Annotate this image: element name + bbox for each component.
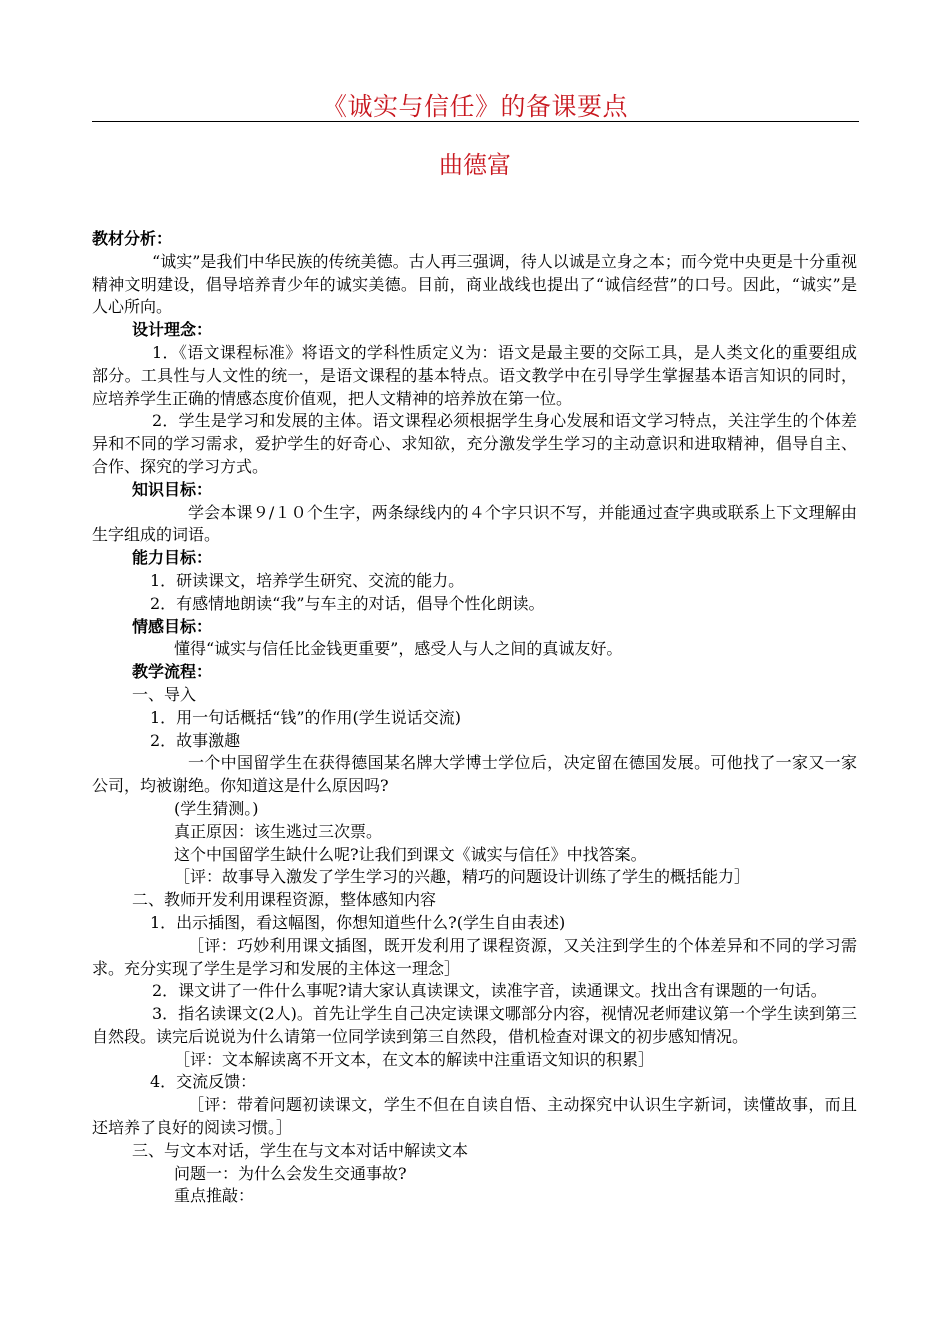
process-step-2-4: 4．交流反馈： xyxy=(150,1072,257,1092)
emotion-paragraph: 懂得“诚实与信任比金钱更重要”，感受人与人之间的真诚友好。 xyxy=(174,639,623,659)
author-name: 曲德富 xyxy=(439,151,511,179)
section-heading-knowledge: 知识目标： xyxy=(132,479,213,499)
design-point-1: 1．《语文课程标准》将语文的学科性质定义为：语文是最主要的交际工具，是人类文化的重要组成部分。工具性与人文性的统一，是语文课程的基本特点。语文教学中在引导学生掌握基本语言知识的同时，应培养学生正确的情感态度价值观，把人文精神的培养放在第一位。 xyxy=(92,342,857,408)
section-heading-process: 教学流程： xyxy=(132,662,213,682)
reason-line: 真正原因：该生逃过三次票。 xyxy=(174,821,383,841)
section-heading-emotion: 情感目标： xyxy=(132,616,213,636)
guess-line: (学生猜测。) xyxy=(174,798,259,818)
comment-2: ［评：巧妙利用课文插图，既开发利用了课程资源，又关注到学生的个体差异和不同的学习需求。充分实现了学生是学习和发展的主体这一理念］ xyxy=(92,935,857,978)
title-underline xyxy=(92,121,859,122)
knowledge-paragraph: 学会本课９/１０个生字，两条绿线内的４个字只识不写，并能通过查字典或联系上下文理解由生字组成的词语。 xyxy=(92,502,857,545)
section-heading-material: 教材分析： xyxy=(92,229,173,248)
story-paragraph: 一个中国留学生在获得德国某名牌大学博士学位后，决定留在德国发展。可他找了一家又一家公司，均被谢绝。你知道这是什么原因吗? xyxy=(92,753,857,796)
comment-1: ［评：故事导入激发了学生学习的兴趣，精巧的问题设计训练了学生的概括能力］ xyxy=(174,867,751,887)
process-step-1-2: 2．故事激趣 xyxy=(150,730,241,750)
process-step-1: 一、导入 xyxy=(132,684,197,704)
design-point-2: 2．学生是学习和发展的主体。语文课程必须根据学生身心发展和语文学习特点，关注学生的个体差异和不同的学习需求，爱护学生的好奇心、求知欲，充分激发学生学习的主动意识和进取精神，倡导自主、合作、探究的学习方式。 xyxy=(92,411,857,476)
process-step-2-1: 1．出示插图，看这幅图，你想知道些什么?(学生自由表述) xyxy=(150,912,566,932)
process-step-1-1: 1．用一句话概括“钱”的作用(学生说话交流) xyxy=(150,707,462,727)
process-step-2: 二、教师开发利用课程资源，整体感知内容 xyxy=(132,890,437,910)
ability-point-2: 2．有感情地朗读“我”与车主的对话，倡导个性化朗读。 xyxy=(150,593,545,613)
section-heading-ability: 能力目标： xyxy=(132,548,213,568)
comment-4: ［评：带着问题初读课文，学生不但在自读自悟、主动探究中认识生字新词，读懂故事，而且还培养了良好的阅读习惯。］ xyxy=(92,1095,857,1138)
document-body xyxy=(92,228,857,1208)
question-one: 问题一：为什么会发生交通事故? xyxy=(174,1163,407,1183)
material-paragraph: “诚实”是我们中华民族的传统美德。古人再三强调，待人以诚是立身之本；而今党中央更是十分重视精神文明建设，倡导培养青少年的诚实美德。目前，商业战线也提出了“诚信经营”的口号。因此，“诚实”是人心所向。 xyxy=(92,251,857,317)
section-heading-design: 设计理念： xyxy=(132,320,213,340)
process-step-2-3: 3．指名读课文(2人)。首先让学生自己决定读课文哪部分内容，视情况老师建议第一个学生读到第三自然段。读完后说说为什么请第一位同学读到第三自然段，借机检查对课文的初步感知情况。 xyxy=(92,1004,857,1046)
question-line: 这个中国留学生缺什么呢?让我们到课文《诚实与信任》中找答案。 xyxy=(174,844,647,864)
comment-3: ［评：文本解读离不开文本，在文本的解读中注重语文知识的积累］ xyxy=(174,1049,655,1069)
process-step-2-2: 2．课文讲了一件什么事呢?请大家认真读课文，读准字音，读通课文。找出含有课题的一句话。 xyxy=(152,981,827,1001)
document-title: 《诚实与信任》的备课要点 xyxy=(321,92,628,121)
ability-point-1: 1．研读课文，培养学生研究、交流的能力。 xyxy=(150,570,465,590)
focus-line: 重点推敲： xyxy=(174,1186,255,1206)
process-step-3: 三、与文本对话，学生在与文本对话中解读文本 xyxy=(132,1140,469,1160)
